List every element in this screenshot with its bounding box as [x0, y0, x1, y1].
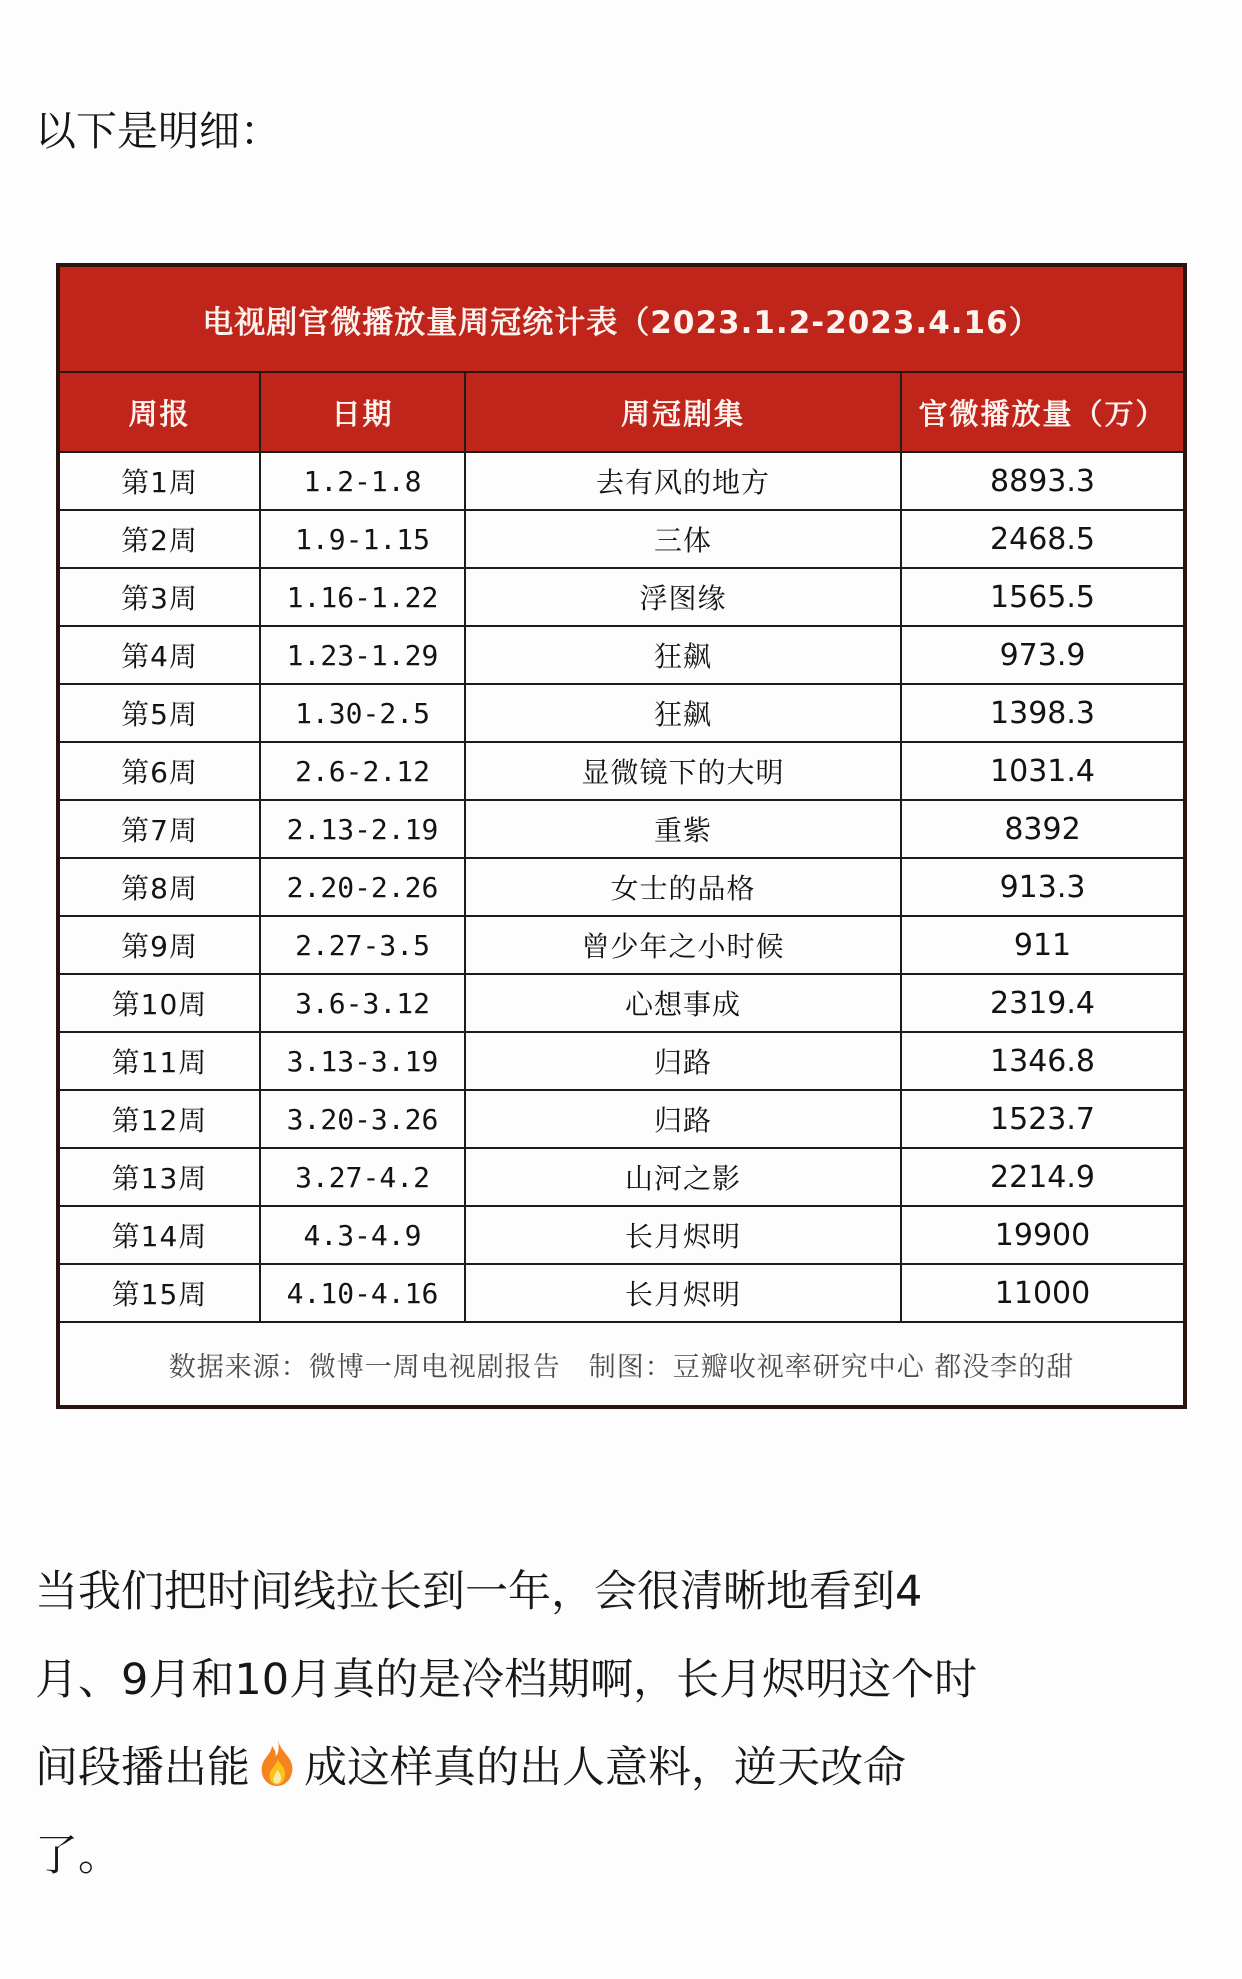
commentary-line-1: 当我们把时间线拉长到一年，会很清晰地看到4: [35, 1567, 923, 1617]
date-cell: 1.9-1.15: [260, 510, 465, 568]
date-cell: 4.3-4.9: [260, 1206, 465, 1264]
commentary-paragraph: [35, 1548, 1225, 1900]
commentary-line-3-pre: 间段播出能: [35, 1743, 250, 1793]
plays-cell: 911: [901, 916, 1185, 974]
plays-cell: 1523.7: [901, 1090, 1185, 1148]
plays-cell: 1398.3: [901, 684, 1185, 742]
week-cell: 第12周: [58, 1090, 260, 1148]
week-cell: 第6周: [58, 742, 260, 800]
commentary-line-4: 了。: [35, 1831, 121, 1881]
drama-cell: 心想事成: [465, 974, 901, 1032]
drama-cell: 女士的品格: [465, 858, 901, 916]
table-row: [58, 1148, 1185, 1206]
header-drama: 周冠剧集: [465, 372, 901, 452]
commentary-line-3: [35, 1724, 1225, 1812]
week-cell: 第7周: [58, 800, 260, 858]
table-title: 电视剧官微播放量周冠统计表（2023.1.2-2023.4.16）: [58, 265, 1185, 372]
week-cell: 第2周: [58, 510, 260, 568]
plays-cell: 2214.9: [901, 1148, 1185, 1206]
drama-cell: 狂飙: [465, 684, 901, 742]
table-footer-row: [58, 1322, 1185, 1407]
week-cell: 第4周: [58, 626, 260, 684]
fire-emoji-icon: [254, 1730, 300, 1780]
commentary-line-2: 月、9月和10月真的是冷档期啊，长月烬明这个时: [35, 1655, 978, 1705]
date-cell: 2.20-2.26: [260, 858, 465, 916]
week-cell: 第15周: [58, 1264, 260, 1322]
table-row: [58, 626, 1185, 684]
table-row: [58, 858, 1185, 916]
plays-cell: 1565.5: [901, 568, 1185, 626]
table-row: [58, 800, 1185, 858]
week-cell: 第11周: [58, 1032, 260, 1090]
date-cell: 1.2-1.8: [260, 452, 465, 510]
week-cell: 第8周: [58, 858, 260, 916]
table-row: [58, 974, 1185, 1032]
plays-cell: 8392: [901, 800, 1185, 858]
plays-cell: 973.9: [901, 626, 1185, 684]
date-cell: 3.6-3.12: [260, 974, 465, 1032]
week-cell: 第13周: [58, 1148, 260, 1206]
table-header-row: [58, 372, 1185, 452]
plays-cell: 1346.8: [901, 1032, 1185, 1090]
plays-cell: 913.3: [901, 858, 1185, 916]
date-cell: 3.20-3.26: [260, 1090, 465, 1148]
plays-cell: 11000: [901, 1264, 1185, 1322]
weekly-stats-table: [56, 263, 1183, 1409]
week-cell: 第5周: [58, 684, 260, 742]
drama-cell: 重紫: [465, 800, 901, 858]
date-cell: 2.13-2.19: [260, 800, 465, 858]
date-cell: 2.27-3.5: [260, 916, 465, 974]
table-row: [58, 916, 1185, 974]
week-cell: 第9周: [58, 916, 260, 974]
drama-cell: 山河之影: [465, 1148, 901, 1206]
table-title-row: [58, 265, 1185, 372]
drama-cell: 长月烬明: [465, 1264, 901, 1322]
date-cell: 4.10-4.16: [260, 1264, 465, 1322]
table-row: [58, 510, 1185, 568]
week-cell: 第3周: [58, 568, 260, 626]
drama-cell: 去有风的地方: [465, 452, 901, 510]
table-row: [58, 684, 1185, 742]
drama-cell: 归路: [465, 1090, 901, 1148]
table-row: [58, 452, 1185, 510]
plays-cell: 2319.4: [901, 974, 1185, 1032]
drama-cell: 狂飙: [465, 626, 901, 684]
table-row: [58, 742, 1185, 800]
week-cell: 第14周: [58, 1206, 260, 1264]
drama-cell: 长月烬明: [465, 1206, 901, 1264]
date-cell: 1.16-1.22: [260, 568, 465, 626]
drama-cell: 显微镜下的大明: [465, 742, 901, 800]
date-cell: 3.27-4.2: [260, 1148, 465, 1206]
drama-cell: 浮图缘: [465, 568, 901, 626]
table-row: [58, 1032, 1185, 1090]
header-week: 周报: [58, 372, 260, 452]
week-cell: 第10周: [58, 974, 260, 1032]
week-cell: 第1周: [58, 452, 260, 510]
plays-cell: 2468.5: [901, 510, 1185, 568]
table-row: [58, 1264, 1185, 1322]
drama-cell: 曾少年之小时候: [465, 916, 901, 974]
date-cell: 1.30-2.5: [260, 684, 465, 742]
table-body: [58, 452, 1185, 1322]
table-row: [58, 1090, 1185, 1148]
commentary-line-3-post: 成这样真的出人意料，逆天改命: [304, 1743, 906, 1793]
table-row: [58, 1206, 1185, 1264]
drama-cell: 归路: [465, 1032, 901, 1090]
stats-table: [56, 263, 1187, 1409]
header-date: 日期: [260, 372, 465, 452]
plays-cell: 8893.3: [901, 452, 1185, 510]
date-cell: 2.6-2.12: [260, 742, 465, 800]
plays-cell: 19900: [901, 1206, 1185, 1264]
date-cell: 1.23-1.29: [260, 626, 465, 684]
plays-cell: 1031.4: [901, 742, 1185, 800]
table-row: [58, 568, 1185, 626]
drama-cell: 三体: [465, 510, 901, 568]
table-source-note: 数据来源：微博一周电视剧报告 制图：豆瓣收视率研究中心 都没李的甜: [58, 1322, 1185, 1407]
header-plays: 官微播放量（万）: [901, 372, 1185, 452]
date-cell: 3.13-3.19: [260, 1032, 465, 1090]
intro-text: 以下是明细：: [35, 107, 281, 155]
